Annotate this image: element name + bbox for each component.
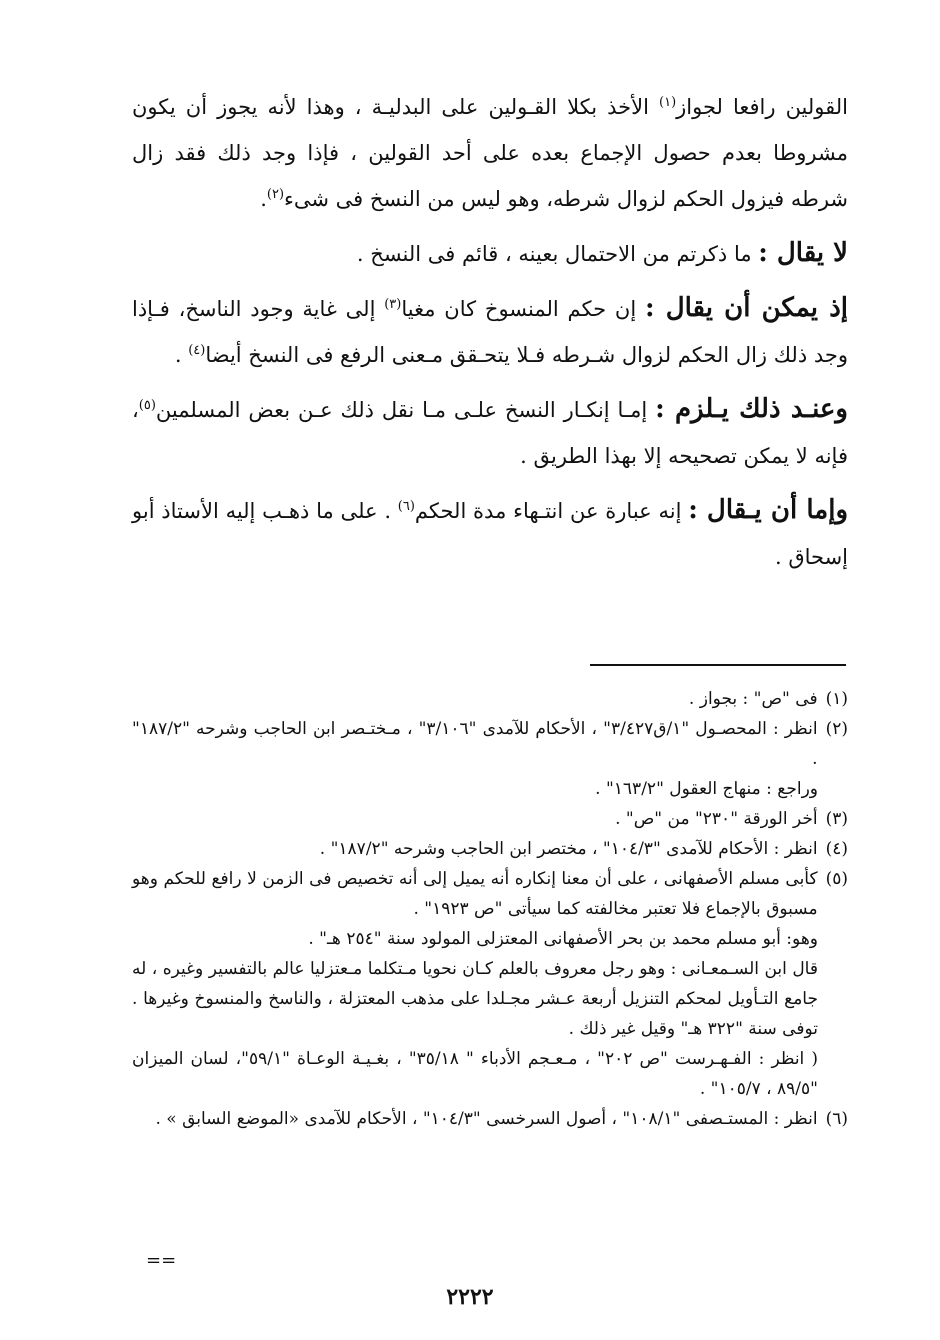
footnote-text: انظر : المستـصفى "١٠٨/١" ، أصول السرخسى "١٠٤/٣" ، الأحكام للآمدى «الموضع السابق » . bbox=[155, 1109, 818, 1129]
footnote bbox=[132, 1104, 848, 1134]
paragraph-1 bbox=[132, 84, 848, 222]
footnote-ref[interactable]: (٥) bbox=[138, 398, 156, 413]
paragraph-2 bbox=[132, 230, 848, 277]
paragraph-lead: وإما أن يـقال : bbox=[688, 495, 848, 525]
footnote-text: كأبى مسلم الأصفهانى ، على أن معنا إنكاره أنه يميل إلى أنه تخصيص فى الزمن لا رافع للحكم وهو مسبوق بالإجماع فلا تعتبر مخالفته كما سيأتى "ص ١٩٢٣" . bbox=[132, 869, 818, 919]
main-text bbox=[132, 84, 848, 588]
paragraph-text: الأخذ بكلا القـولين على البدليـة ، وهذا لأنه يجوز أن يكون مشروطا بعدم حصول الإجماع بعده على أحد القولين ، فإذا وجد ذلك فقد زال شرطه فيزول الحكم لزوال شرطه، وهو ليس من النسخ فى شىء bbox=[132, 95, 848, 211]
paragraph-text: القولين رافعا لجواز bbox=[676, 95, 848, 119]
footnote bbox=[132, 684, 848, 714]
paragraph-text: ما ذكرتم من الاحتمال بعينه ، قائم فى النسخ . bbox=[356, 242, 759, 266]
paragraph-text: ، فإنه لا يمكن تصحيحه إلا بهذا الطريق . bbox=[132, 398, 848, 468]
footnote-continuation: وهو: أبو مسلم محمد بن بحر الأصفهانى المعتزلى المولود سنة "٢٥٤ هـ" . bbox=[308, 929, 818, 949]
paragraph-lead: وعنـد ذلك يـلزم : bbox=[655, 394, 848, 424]
paragraph-text: إمـا إنكـار النسخ علـى مـا نقل ذلك عـن بعض المسلمين bbox=[155, 398, 656, 422]
continuation-mark: == bbox=[146, 1250, 177, 1271]
footnote bbox=[132, 714, 848, 774]
paragraph-text: . bbox=[260, 187, 267, 211]
footnote-number: (٣) bbox=[825, 809, 848, 829]
footnote-text: انظر : المحصـول "١/ق٣/٤٢٧" ، الأحكام للآمدى "٣/١٠٦" ، مـختـصر ابن الحاجب وشرحه "١٨٧/٢" . bbox=[132, 719, 818, 769]
footnote bbox=[132, 834, 848, 864]
paragraph-5 bbox=[132, 487, 848, 580]
paragraph-text: إنه عبارة عن انتـهاء مدة الحكم bbox=[414, 499, 689, 523]
paragraph-3 bbox=[132, 285, 848, 378]
paragraph-text: . على ما ذهـب إليه الأستاذ أبو إسحاق . bbox=[132, 499, 848, 569]
footnotes bbox=[132, 684, 848, 1134]
footnote-number: (١) bbox=[825, 689, 848, 709]
paragraph-text: . bbox=[174, 343, 189, 367]
footnote-ref[interactable]: (٢) bbox=[266, 187, 285, 202]
paragraph-text: إلى غاية وجود الناسخ، فـإذا وجد ذلك زال الحكم لزوال شـرطه فـلا يتحـقق مـعنى الرفع فى النسخ أيضا bbox=[132, 297, 848, 367]
footnote-number: (٤) bbox=[825, 839, 848, 859]
footnote-number: (٢) bbox=[825, 719, 848, 739]
paragraph-4 bbox=[132, 386, 848, 479]
footnote-continuation: قال ابن السـمعـانى : وهو رجل معروف بالعلم كـان نحويا مـتكلما مـعتزليا عالم بالتفسير وغيره ، له جامع التـأويل لمحكم التنزيل أربعة عـشر مجـلدا على مذهب المعتزلة ، والناسخ والمنسوخ وغيرها . توفى سنة "٣٢٢ هـ" وقيل غير ذلك . bbox=[132, 959, 818, 1039]
footnote-number: (٦) bbox=[825, 1109, 848, 1129]
paragraph-lead: إذ يمكن أن يقال : bbox=[644, 293, 848, 323]
paragraph-lead: لا يقال : bbox=[758, 238, 848, 268]
footnote-separator bbox=[590, 664, 846, 666]
footnote-continuation: ( انظر : الفـهـرست "ص ٢٠٢" ، مـعـجم الأدباء " ٣٥/١٨" ، بغـيـة الوعـاة "٥٩/١"، لسان الميزان "٨٩/٥ ، ١٠٥/٧" . bbox=[132, 1049, 819, 1099]
paragraph-text: إن حكم المنسوخ كان مغيا bbox=[401, 297, 645, 321]
footnote-text: انظر : الأحكام للآمدى "١٠٤/٣" ، مختصر ابن الحاجب وشرحه "١٨٧/٢" . bbox=[319, 839, 818, 859]
footnote-number: (٥) bbox=[825, 869, 848, 889]
footnote-ref[interactable]: (٣) bbox=[384, 297, 402, 312]
footnote-ref[interactable]: (١) bbox=[659, 95, 677, 110]
footnote-text: أخر الورقة "٢٣٠" من "ص" . bbox=[615, 809, 818, 829]
footnote-continuation: وراجع : منهاج العقول "١٦٣/٢" . bbox=[595, 779, 818, 799]
footnote bbox=[132, 864, 848, 924]
page-number: ٢٢٢٢ bbox=[446, 1284, 494, 1310]
footnote-ref[interactable]: (٤) bbox=[188, 343, 206, 358]
footnote bbox=[132, 804, 848, 834]
footnote-text: فى "ص" : بجواز . bbox=[688, 689, 818, 709]
footnote-ref[interactable]: (٦) bbox=[397, 499, 415, 514]
